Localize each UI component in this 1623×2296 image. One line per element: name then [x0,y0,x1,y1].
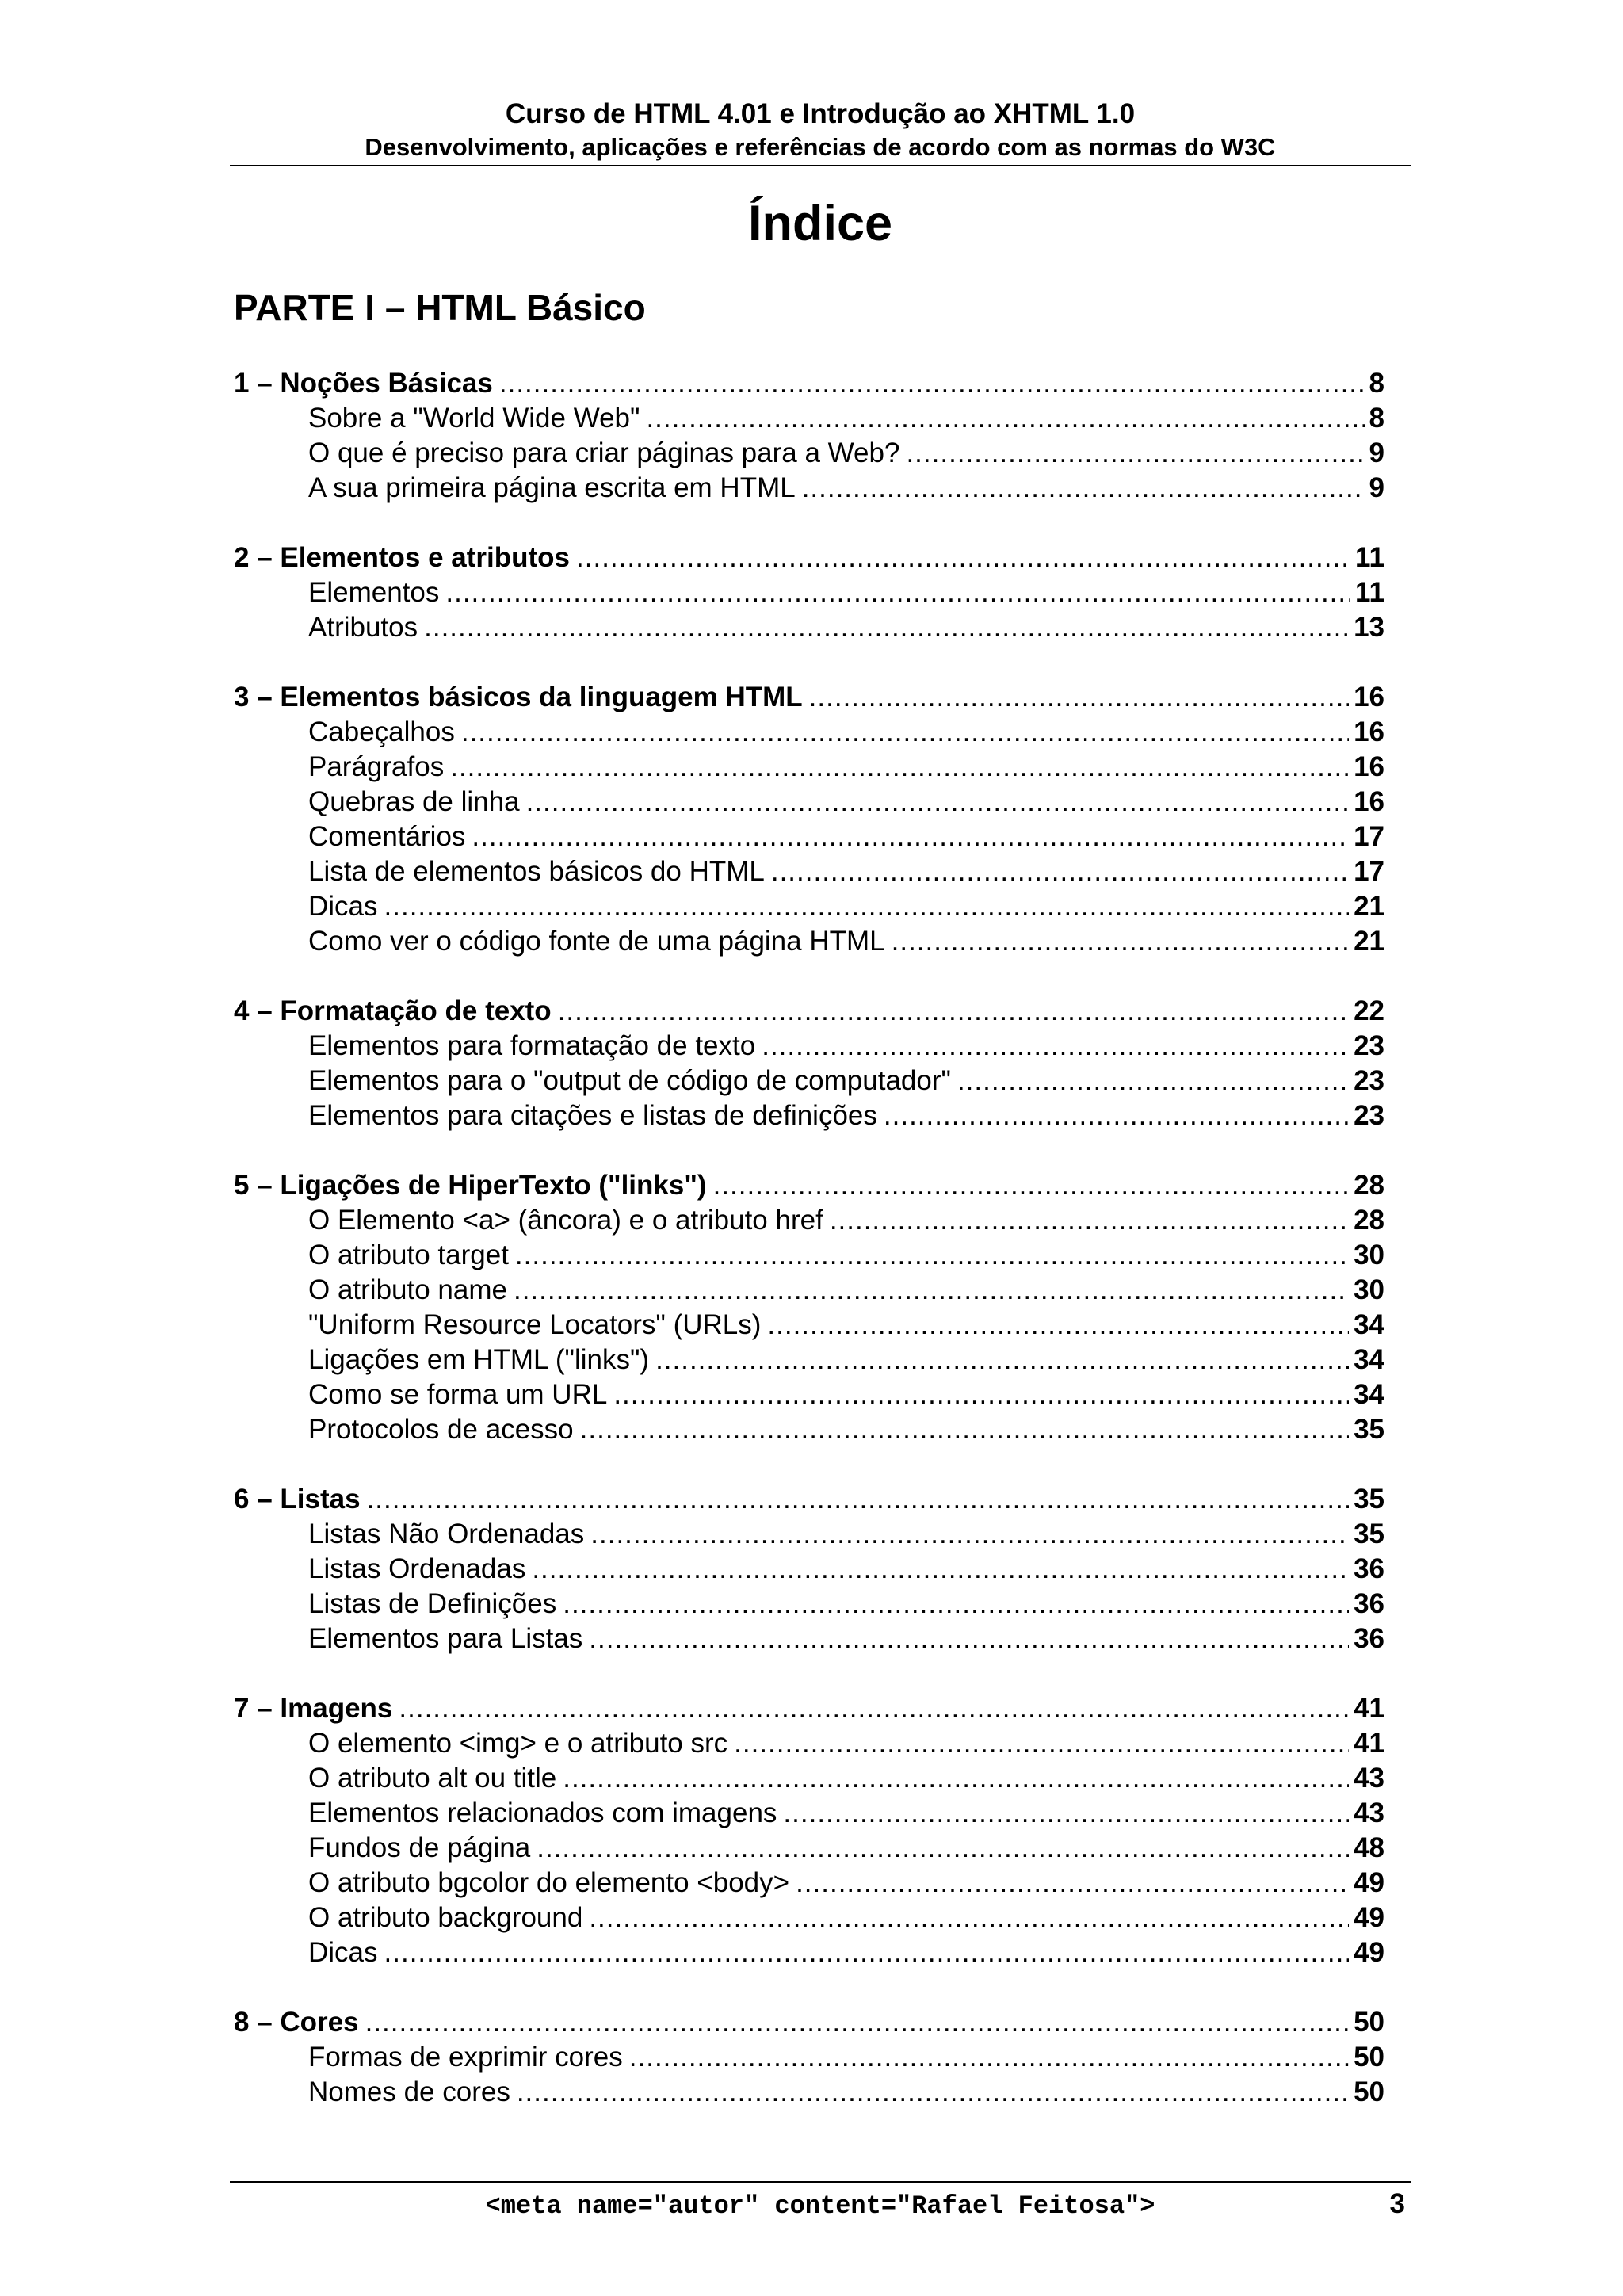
toc-subentry[interactable] [234,1377,1384,1412]
dot-leader [906,436,1364,471]
toc-subentry[interactable] [234,1064,1384,1098]
toc-entry-label: Sobre a "World Wide Web" [308,403,640,434]
dot-leader [589,1901,1349,1935]
toc-chapter-entry[interactable] [234,2005,1384,2040]
toc-entry-label: Lista de elementos básicos do HTML [308,856,765,887]
toc-page-number: 23 [1354,1065,1384,1096]
dot-leader [771,854,1349,889]
toc-entry-label: O atributo target [308,1240,509,1270]
toc-chapter-entry[interactable] [234,994,1384,1029]
dot-leader [515,1238,1349,1273]
toc-page-number: 35 [1354,1484,1384,1515]
toc-subentry[interactable] [234,610,1384,645]
toc-subentry[interactable] [234,1552,1384,1587]
dot-leader [646,401,1364,436]
toc-section [234,2005,1384,2110]
toc-entry-label: Elementos para citações e listas de definições [308,1100,877,1131]
toc-page-number: 50 [1354,2007,1384,2038]
toc-subentry[interactable] [234,785,1384,819]
toc-subentry[interactable] [234,1203,1384,1238]
toc-entry-label: 1 – Noções Básicas [234,368,493,399]
dot-leader [384,1935,1350,1970]
toc-page-number: 23 [1354,1030,1384,1061]
toc-page-number: 34 [1354,1344,1384,1375]
toc-subentry[interactable] [234,1098,1384,1133]
toc-page-number: 9 [1369,472,1384,503]
header-rule [230,165,1411,166]
toc-entry-label: Elementos [308,577,440,608]
running-header [230,97,1411,163]
toc-entry-label: O elemento <img> e o atributo src [308,1728,728,1759]
index-title: Índice [747,196,893,251]
toc-entry-label: 7 – Imagens [234,1693,393,1724]
dot-leader [472,819,1349,854]
dot-leader [532,1552,1349,1587]
toc-page-number: 49 [1354,1902,1384,1933]
toc-entry-label: Protocolos de acesso [308,1414,574,1445]
dot-leader [892,924,1349,959]
toc-page-number: 16 [1354,716,1384,747]
dot-leader [580,1412,1349,1447]
toc-page-number: 48 [1354,1832,1384,1863]
toc-page-number: 16 [1354,786,1384,817]
toc-page-number: 49 [1354,1867,1384,1898]
toc-entry-label: Como ver o código fonte de uma página HTML [308,926,885,957]
toc-entry-label: O que é preciso para criar páginas para a Web? [308,437,900,468]
dot-leader [424,610,1349,645]
footer-rule [230,2181,1411,2183]
toc-subentry[interactable] [234,1343,1384,1377]
dot-leader [734,1726,1349,1761]
toc-entry-label: Dicas [308,1937,378,1968]
dot-leader [762,1029,1349,1064]
toc-page-number: 11 [1355,577,1384,608]
toc-page-number: 30 [1354,1240,1384,1270]
toc-page-number: 35 [1354,1414,1384,1445]
toc-page-number: 8 [1369,368,1384,399]
toc-entry-label: Nomes de cores [308,2076,510,2107]
toc-entry-label: Fundos de página [308,1832,531,1863]
dot-leader [461,715,1349,750]
toc-subentry[interactable] [234,1866,1384,1901]
toc-entry-label: 6 – Listas [234,1484,361,1515]
toc-subentry[interactable] [234,1796,1384,1831]
toc-subentry[interactable] [234,1761,1384,1796]
toc-subentry[interactable] [234,1831,1384,1866]
toc-subentry[interactable] [234,715,1384,750]
dot-leader [629,2040,1349,2075]
toc-subentry[interactable] [234,471,1384,506]
toc-section [234,366,1384,506]
dot-leader [713,1168,1349,1203]
toc-page-number: 30 [1354,1274,1384,1305]
toc-page-number: 22 [1354,995,1384,1026]
toc-chapter-entry[interactable] [234,366,1384,401]
dot-leader [783,1796,1349,1831]
toc-chapter-entry[interactable] [234,1691,1384,1726]
toc-subentry[interactable] [234,1587,1384,1622]
toc-page-number: 50 [1354,2042,1384,2073]
toc-page-number: 41 [1354,1728,1384,1759]
toc-chapter-entry[interactable] [234,541,1384,575]
toc-page-number: 9 [1369,437,1384,468]
toc-page-number: 17 [1354,821,1384,852]
toc-subentry[interactable] [234,1517,1384,1552]
dot-leader [517,2075,1349,2110]
toc-page-number: 36 [1354,1553,1384,1584]
dot-leader [767,1308,1349,1343]
toc-section [234,1691,1384,1970]
dot-leader [802,471,1365,506]
toc-section [234,680,1384,959]
dot-leader [514,1273,1349,1308]
toc-page-number: 41 [1354,1693,1384,1724]
dot-leader [809,680,1349,715]
dot-leader [384,889,1350,924]
toc-page-number: 28 [1354,1205,1384,1236]
dot-leader [365,2005,1349,2040]
toc-entry-label: Comentários [308,821,466,852]
toc-page-number: 34 [1354,1379,1384,1410]
dot-leader [558,994,1349,1029]
toc-entry-label: Elementos para Listas [308,1623,583,1654]
page-number: 3 [1389,2188,1405,2219]
toc-subentry[interactable] [234,1308,1384,1343]
dot-leader [957,1064,1349,1098]
toc-subentry[interactable] [234,1412,1384,1447]
toc-entry-label: O atributo bgcolor do elemento <body> [308,1867,790,1898]
toc-entry-label: O atributo alt ou title [308,1763,557,1794]
toc-subentry[interactable] [234,819,1384,854]
toc-page-number: 21 [1354,926,1384,957]
footer-text: <meta name="autor" content="Rafael Feitosa"> [485,2191,1155,2221]
dot-leader [499,366,1365,401]
toc-section [234,994,1384,1133]
toc-page-number: 8 [1369,403,1384,434]
toc-subentry[interactable] [234,1726,1384,1761]
toc-entry-label: 8 – Cores [234,2007,359,2038]
toc-entry-label: Listas Ordenadas [308,1553,526,1584]
toc-subentry[interactable] [234,436,1384,471]
toc-entry-label: Ligações em HTML ("links") [308,1344,650,1375]
toc-page-number: 36 [1354,1623,1384,1654]
toc-entry-label: Cabeçalhos [308,716,455,747]
dot-leader [590,1517,1349,1552]
toc-subentry[interactable] [234,924,1384,959]
toc-page-number: 36 [1354,1588,1384,1619]
toc-subentry[interactable] [234,2075,1384,2110]
toc-entry-label: Elementos para formatação de texto [308,1030,756,1061]
toc-entry-label: O atributo name [308,1274,507,1305]
toc-entry-label: Listas Não Ordenadas [308,1519,585,1549]
toc-entry-label: Dicas [308,891,378,922]
dot-leader [563,1587,1349,1622]
dot-leader [796,1866,1349,1901]
toc-subentry[interactable] [234,575,1384,610]
toc-page-number: 34 [1354,1309,1384,1340]
toc-entry-label: 4 – Formatação de texto [234,995,552,1026]
toc-entry-label: A sua primeira página escrita em HTML [308,472,796,503]
toc-entry-label: Elementos para o "output de código de computador" [308,1065,951,1096]
toc-chapter-entry[interactable] [234,1482,1384,1517]
dot-leader [563,1761,1349,1796]
toc-entry-label: Como se forma um URL [308,1379,608,1410]
toc-page-number: 16 [1354,751,1384,782]
toc-subentry[interactable] [234,1273,1384,1308]
header-subtitle: Desenvolvimento, aplicações e referências de acordo com as normas do W3C [365,133,1276,161]
toc-subentry[interactable] [234,2040,1384,2075]
toc-section [234,1168,1384,1447]
dot-leader [445,575,1350,610]
toc-subentry[interactable] [234,1935,1384,1970]
dot-leader [613,1377,1349,1412]
dot-leader [399,1691,1349,1726]
toc-entry-label: Quebras de linha [308,786,520,817]
toc-subentry[interactable] [234,750,1384,785]
dot-leader [537,1831,1349,1866]
dot-leader [589,1622,1349,1656]
toc-subentry[interactable] [234,889,1384,924]
header-title: Curso de HTML 4.01 e Introdução ao XHTML 1.0 [505,98,1136,129]
table-of-contents [234,366,1384,2145]
dot-leader [450,750,1349,785]
toc-section [234,541,1384,645]
dot-leader [367,1482,1350,1517]
toc-entry-label: "Uniform Resource Locators" (URLs) [308,1309,762,1340]
toc-page-number: 23 [1354,1100,1384,1131]
toc-page-number: 17 [1354,856,1384,887]
toc-page-number: 35 [1354,1519,1384,1549]
toc-page-number: 11 [1355,542,1384,573]
toc-entry-label: O Elemento <a> (âncora) e o atributo href [308,1205,823,1236]
toc-page-number: 49 [1354,1937,1384,1968]
toc-entry-label: Elementos relacionados com imagens [308,1797,777,1828]
toc-page-number: 28 [1354,1170,1384,1201]
dot-leader [655,1343,1349,1377]
toc-section [234,1482,1384,1656]
dot-leader [884,1098,1349,1133]
toc-subentry[interactable] [234,1901,1384,1935]
toc-chapter-entry[interactable] [234,1168,1384,1203]
toc-entry-label: 5 – Ligações de HiperTexto ("links") [234,1170,707,1201]
toc-subentry[interactable] [234,1238,1384,1273]
toc-page-number: 21 [1354,891,1384,922]
toc-entry-label: Atributos [308,612,418,643]
toc-subentry[interactable] [234,1622,1384,1656]
toc-chapter-entry[interactable] [234,680,1384,715]
toc-entry-label: Parágrafos [308,751,445,782]
toc-entry-label: Formas de exprimir cores [308,2042,623,2073]
toc-entry-label: 3 – Elementos básicos da linguagem HTML [234,682,803,712]
toc-subentry[interactable] [234,1029,1384,1064]
toc-entry-label: 2 – Elementos e atributos [234,542,571,573]
toc-entry-label: O atributo background [308,1902,583,1933]
toc-page-number: 43 [1354,1797,1384,1828]
toc-subentry[interactable] [234,854,1384,889]
toc-subentry[interactable] [234,401,1384,436]
toc-page-number: 13 [1354,612,1384,643]
toc-page-number: 16 [1354,682,1384,712]
toc-page-number: 50 [1354,2076,1384,2107]
dot-leader [576,541,1350,575]
toc-entry-label: Listas de Definições [308,1588,557,1619]
dot-leader [526,785,1349,819]
dot-leader [830,1203,1349,1238]
toc-page-number: 43 [1354,1763,1384,1794]
part-title: PARTE I – HTML Básico [234,287,646,328]
